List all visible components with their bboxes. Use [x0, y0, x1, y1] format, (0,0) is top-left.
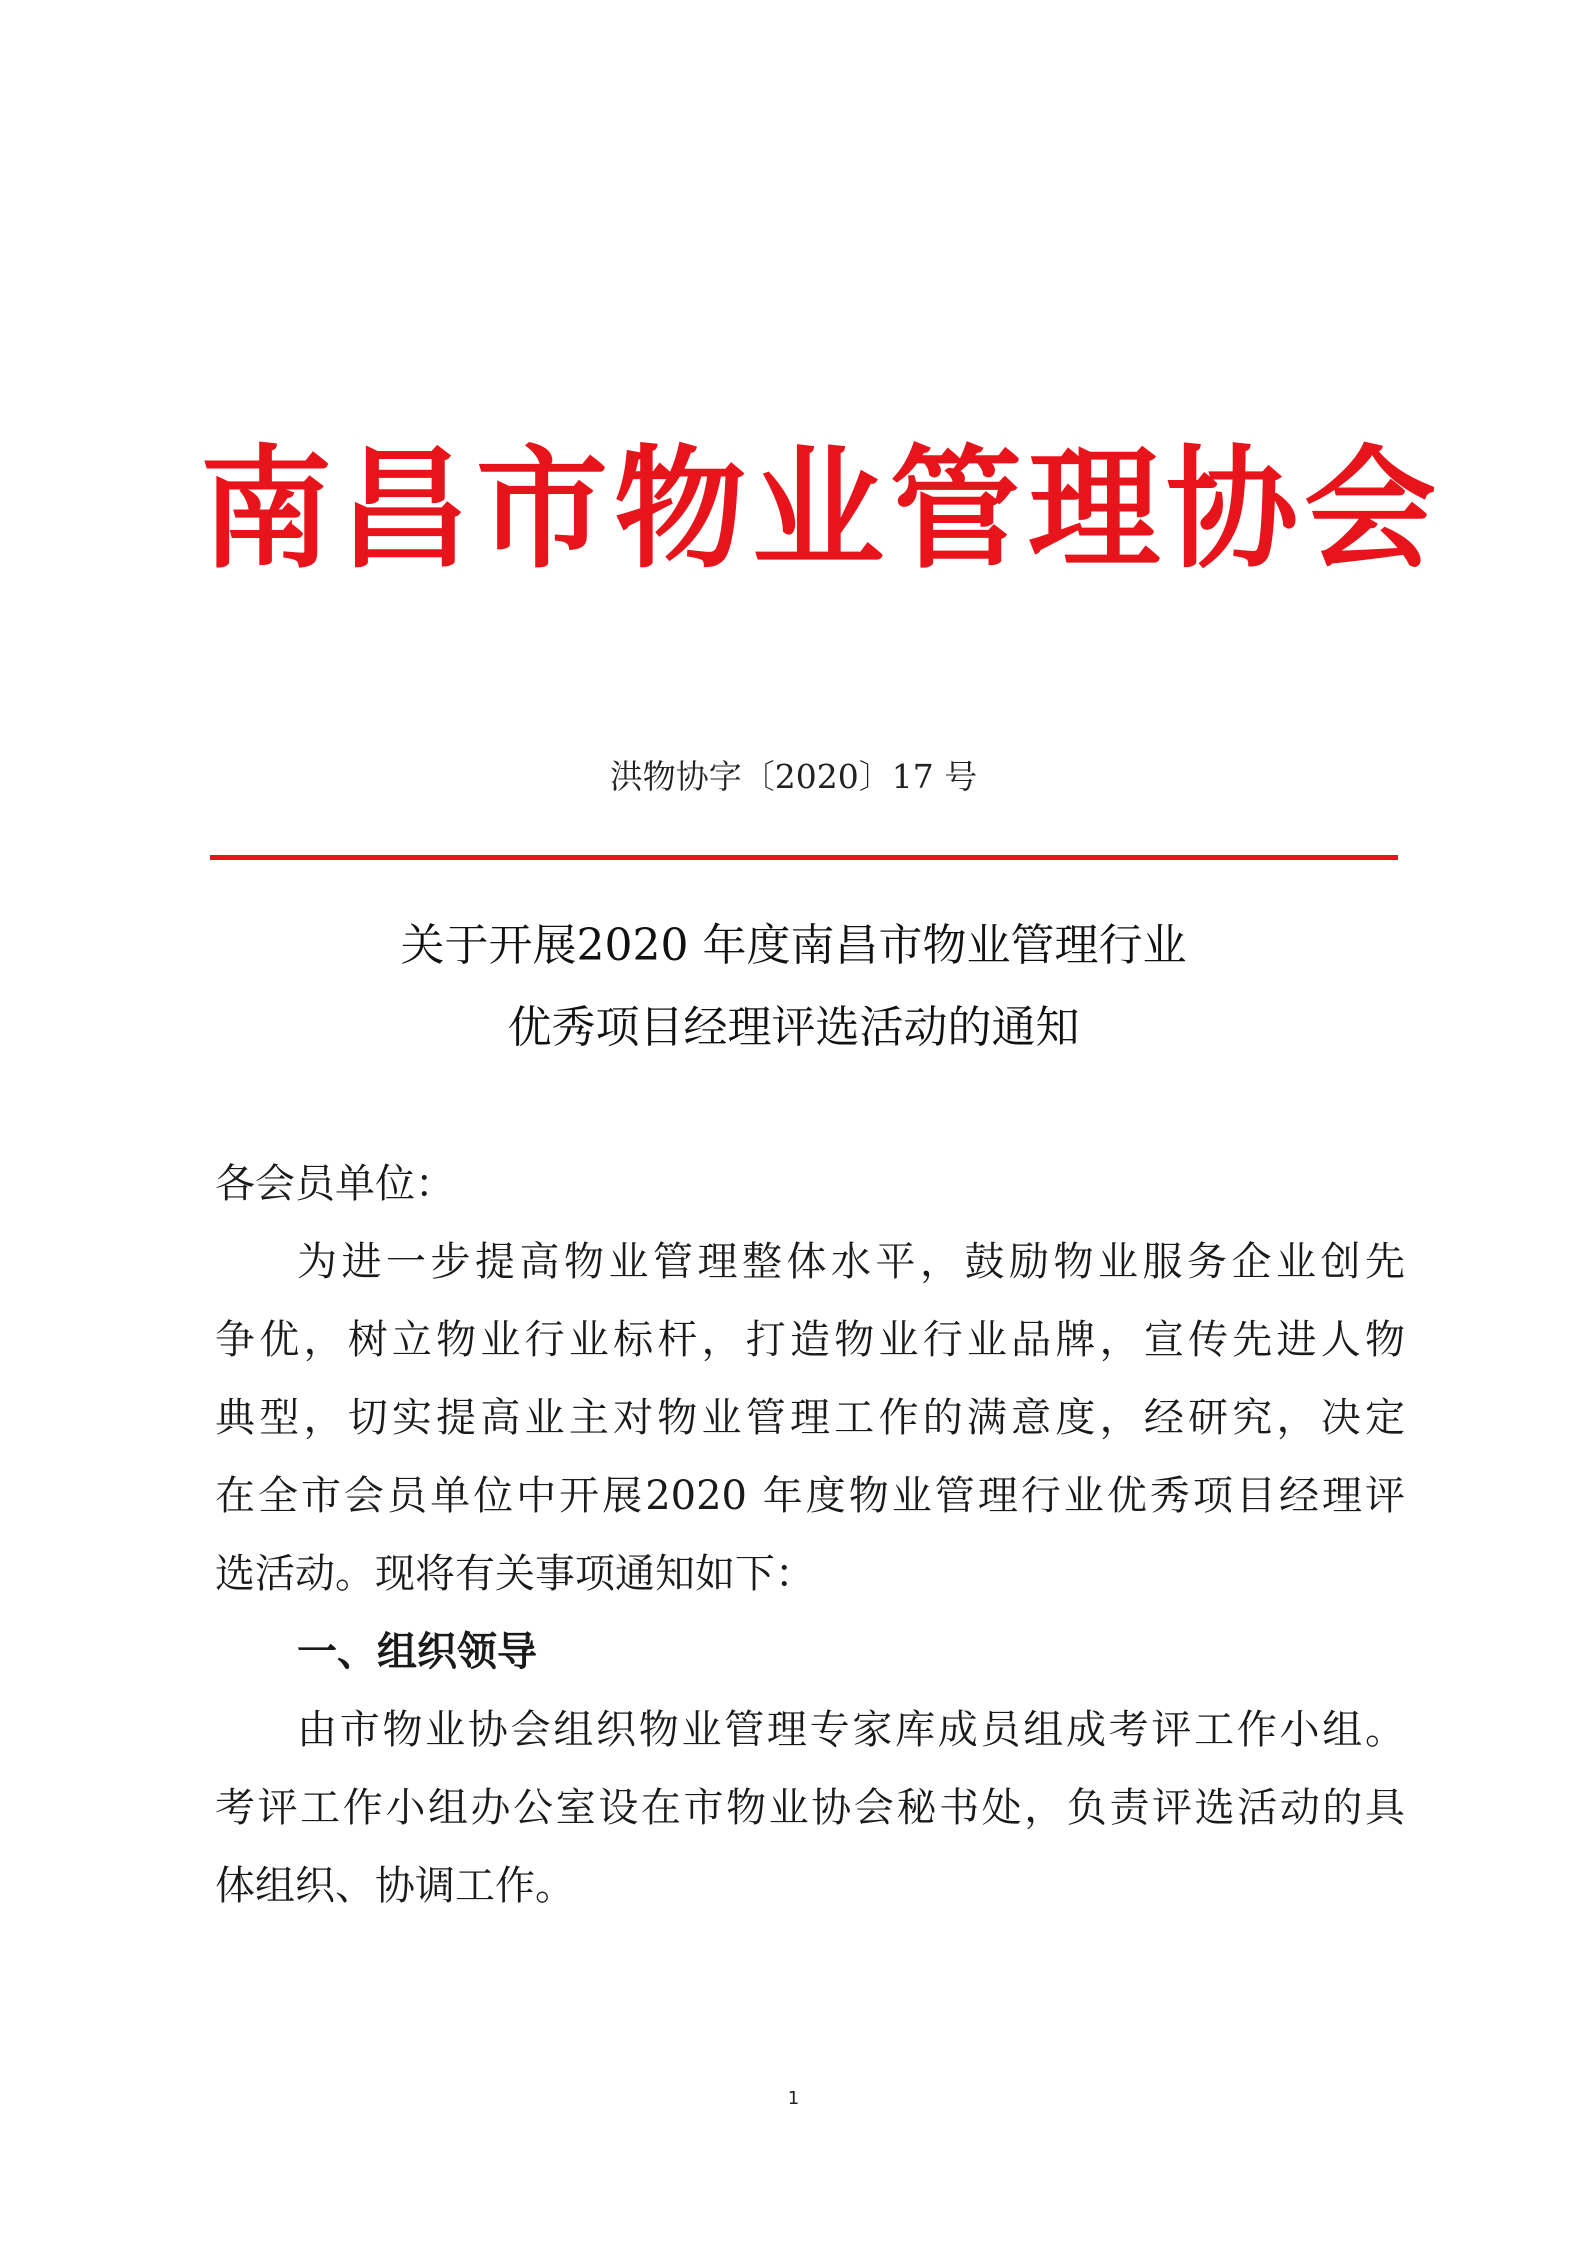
- paragraph-line: 由市物业协会组织物业管理专家库成员组成考评工作小组。: [297, 1707, 1405, 1753]
- salutation: 各会员单位：: [215, 1161, 455, 1207]
- notice-title: [0, 905, 1587, 1069]
- masthead-title: 南昌市物业管理协会: [200, 433, 1442, 587]
- red-divider-line: [210, 855, 1398, 860]
- notice-title-line-2: 优秀项目经理评选活动的通知: [507, 1002, 1080, 1053]
- paragraph-line: 在全市会员单位中开展2020 年度物业管理行业优秀项目经理评: [215, 1473, 1405, 1519]
- document-number: 洪物协字〔2020〕17 号: [609, 757, 978, 796]
- paragraph-line: 为进一步提高物业管理整体水平，鼓励物业服务企业创先: [297, 1239, 1405, 1285]
- notice-title-line-1: 关于开展2020 年度南昌市物业管理行业: [400, 920, 1187, 971]
- section-heading-organization: 一、组织领导: [297, 1628, 537, 1675]
- paragraph-line: 考评工作小组办公室设在市物业协会秘书处，负责评选活动的具: [215, 1785, 1405, 1831]
- paragraph-organization: [215, 1691, 1405, 1925]
- page-number: 1: [787, 2088, 800, 2109]
- paragraph-line: 选活动。现将有关事项通知如下：: [215, 1551, 815, 1597]
- paragraph-intro: [215, 1223, 1405, 1613]
- paragraph-line: 体组织、协调工作。: [215, 1863, 575, 1909]
- paragraph-line: 争优，树立物业行业标杆，打造物业行业品牌，宣传先进人物: [215, 1317, 1405, 1363]
- notice-body: [215, 1145, 1405, 1925]
- paragraph-line: 典型，切实提高业主对物业管理工作的满意度，经研究，决定: [215, 1395, 1405, 1441]
